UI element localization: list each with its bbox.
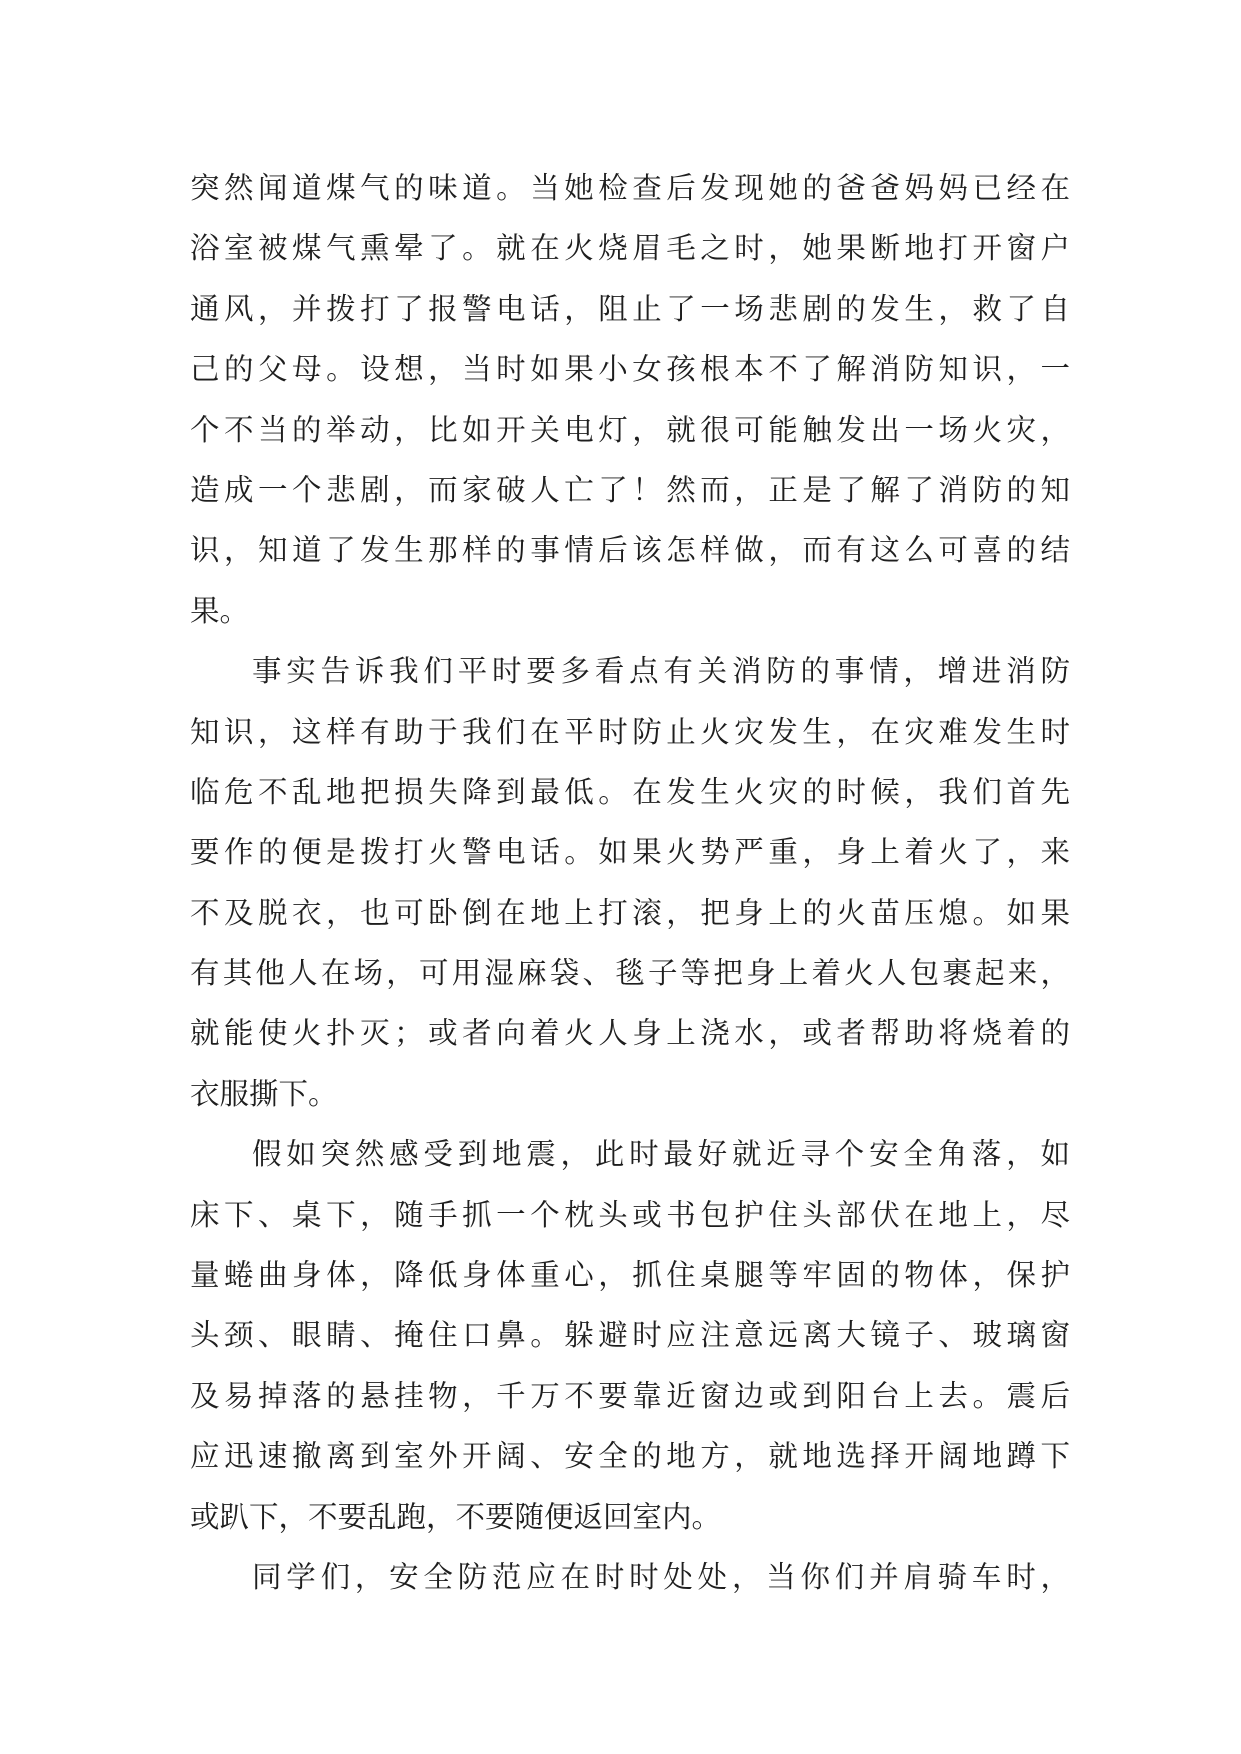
text-line: 造成一个悲剧，而家破人亡了！然而，正是了解了消防的知	[190, 472, 1070, 507]
text-line: 床下、桌下，随手抓一个枕头或书包护住头部伏在地上，尽	[190, 1197, 1070, 1232]
paragraph-3	[190, 1124, 1070, 1547]
text-line: 通风，并拨打了报警电话，阻止了一场悲剧的发生，救了自	[190, 291, 1070, 326]
text-line: 或趴下，不要乱跑，不要随便返回室内。	[190, 1499, 722, 1534]
text-line: 识，知道了发生那样的事情后该怎样做，而有这么可喜的结	[190, 533, 1070, 568]
text-line: 要作的便是拨打火警电话。如果火势严重，身上着火了，来	[190, 835, 1070, 870]
text-line: 己的父母。设想，当时如果小女孩根本不了解消防知识，一	[190, 352, 1070, 387]
text-line: 果。	[190, 593, 250, 628]
text-line: 就能使火扑灭；或者向着火人身上浇水，或者帮助将烧着的	[190, 1016, 1070, 1051]
text-line: 临危不乱地把损失降到最低。在发生火灾的时候，我们首先	[190, 774, 1070, 809]
document-body	[190, 158, 1070, 1607]
text-line: 同学们，安全防范应在时时处处，当你们并肩骑车时，	[252, 1559, 1070, 1594]
paragraph-1	[190, 158, 1070, 641]
text-line: 突然闻道煤气的味道。当她检查后发现她的爸爸妈妈已经在	[190, 171, 1070, 205]
text-line: 个不当的举动，比如开关电灯，就很可能触发出一场火灾，	[190, 412, 1070, 447]
paragraph-2	[190, 641, 1070, 1124]
paragraph-4	[190, 1547, 1070, 1607]
text-line: 应迅速撤离到室外开阔、安全的地方，就地选择开阔地蹲下	[190, 1439, 1070, 1474]
text-line: 头颈、眼睛、掩住口鼻。躲避时应注意远离大镜子、玻璃窗	[190, 1318, 1070, 1353]
text-line: 事实告诉我们平时要多看点有关消防的事情，增进消防	[252, 654, 1070, 689]
text-line: 浴室被煤气熏晕了。就在火烧眉毛之时，她果断地打开窗户	[190, 231, 1070, 266]
text-line: 衣服撕下。	[190, 1076, 338, 1111]
text-line: 知识，这样有助于我们在平时防止火灾发生，在灾难发生时	[190, 714, 1070, 749]
text-line: 量蜷曲身体，降低身体重心，抓住桌腿等牢固的物体，保护	[190, 1258, 1070, 1293]
text-line: 有其他人在场，可用湿麻袋、毯子等把身上着火人包裹起来，	[190, 956, 1070, 991]
text-line: 及易掉落的悬挂物，千万不要靠近窗边或到阳台上去。震后	[190, 1378, 1070, 1413]
text-line: 不及脱衣，也可卧倒在地上打滚，把身上的火苗压熄。如果	[190, 895, 1070, 930]
text-line: 假如突然感受到地震，此时最好就近寻个安全角落，如	[252, 1137, 1070, 1172]
